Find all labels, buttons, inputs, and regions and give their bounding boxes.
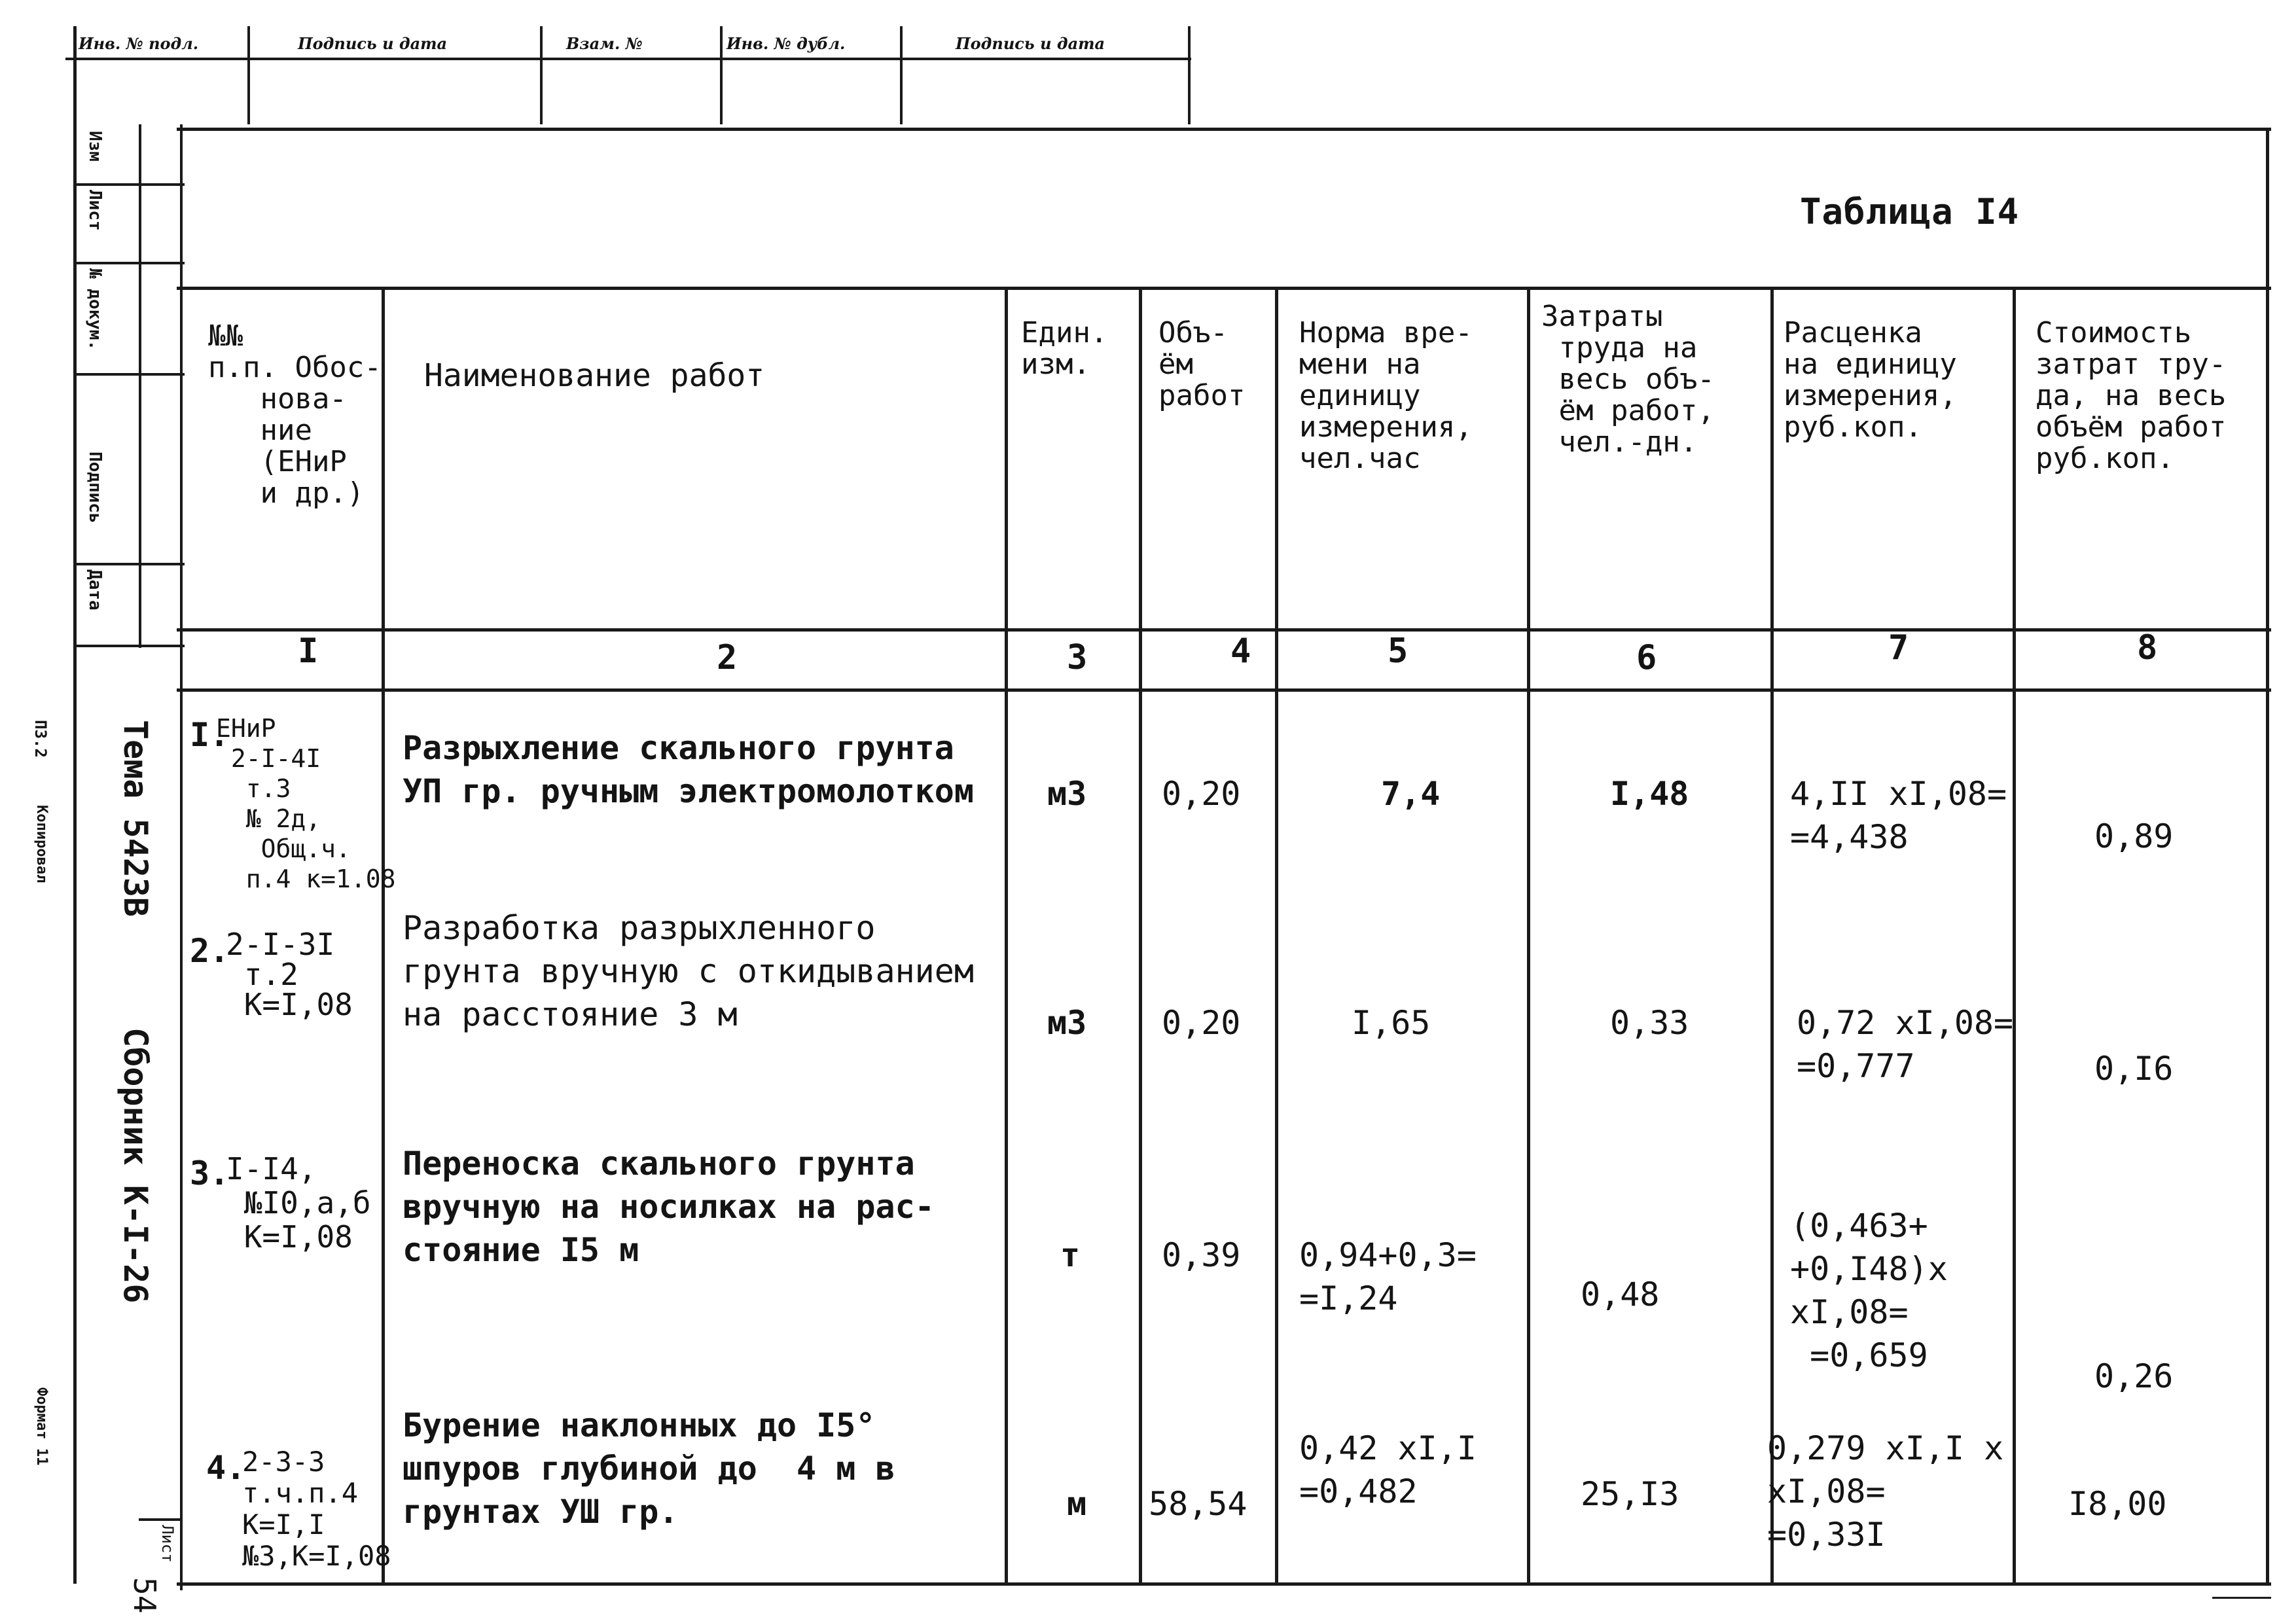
column-number-8: 8 xyxy=(2137,628,2158,668)
row-3-unit: т xyxy=(1060,1236,1081,1274)
collection-label: Сборник К-I-26 xyxy=(117,1027,154,1304)
bottom-edge-mark xyxy=(2212,1597,2271,1599)
margin-label-list: Лист xyxy=(85,190,105,231)
row-4-volume: 58,54 xyxy=(1149,1485,1247,1523)
column-number-4: 4 xyxy=(1230,632,1251,671)
header-labor-costs: Затраты труда на весь объ- ём работ, чел.-дн. xyxy=(1541,300,1715,459)
table-title: Таблица I4 xyxy=(1800,191,2020,232)
row-4-labor: 25,I3 xyxy=(1581,1475,1679,1513)
column-number-6: 6 xyxy=(1636,638,1657,677)
stamp-label-inv-dubl: Инв. № дубл. xyxy=(726,34,846,53)
row-3-labor: 0,48 xyxy=(1581,1275,1660,1313)
header-basis: №№ п.п. Обос- нова- ние (ЕНиР и др.) xyxy=(208,319,382,510)
column-number-7: 7 xyxy=(1888,628,1909,668)
row-3-volume: 0,39 xyxy=(1162,1236,1241,1274)
row-2-basis: 2-I-3I т.2 К=I,08 xyxy=(226,927,353,1022)
row-1-cost: 0,89 xyxy=(2094,817,2174,855)
row-3-basis: I-I4, №I0,а,б К=I,08 xyxy=(226,1151,371,1255)
row-3-number: 3. xyxy=(190,1154,230,1192)
row-1-number: I. xyxy=(190,716,230,754)
column-number-5: 5 xyxy=(1388,632,1408,671)
row-4-work-name: Бурение наклонных до I5° шпуров глубиной до 4 м в грунтах УШ гр. xyxy=(403,1406,895,1531)
column-number-3: 3 xyxy=(1067,638,1088,677)
row-3-norm: 0,94+0,3= =I,24 xyxy=(1299,1236,1477,1317)
row-4-norm: 0,42 xI,I =0,482 xyxy=(1299,1429,1477,1510)
code-p32: П3.2 xyxy=(31,720,50,758)
header-unit-rate: Расценка на единицу измерения, руб.коп. xyxy=(1784,316,1957,444)
header-work-name: Наименование работ xyxy=(424,357,765,394)
stamp-label-signature-date: Подпись и дата xyxy=(298,34,448,53)
code-format: Формат 11 xyxy=(33,1387,50,1466)
row-4-rate: 0,279 xI,I x xI,08= =0,33I xyxy=(1767,1429,2004,1554)
row-1-basis: ЕНиР 2-I-4I т.3 № 2д, Общ.ч. п.4 к=1.08 xyxy=(216,714,396,893)
header-unit: Един. изм. xyxy=(1021,316,1108,381)
code-kopiroval: Копировал xyxy=(33,805,50,883)
row-2-norm: I,65 xyxy=(1352,1004,1431,1042)
sheet-number: 54 xyxy=(127,1577,162,1614)
row-1-unit: м3 xyxy=(1047,775,1087,813)
margin-label-doc-number: № докум. xyxy=(85,268,105,351)
row-4-number: 4. xyxy=(206,1449,246,1487)
row-2-work-name: Разработка разрыхленного грунта вручную с откидыванием на расстояние 3 м xyxy=(403,909,974,1033)
header-volume: Объ- ём работ xyxy=(1158,316,1246,412)
topic-label: Тема 5423В xyxy=(117,720,154,918)
row-4-unit: м xyxy=(1067,1485,1087,1523)
row-3-cost: 0,26 xyxy=(2094,1357,2174,1395)
row-2-rate: 0,72 xI,08= =0,777 xyxy=(1797,1004,2014,1085)
row-4-basis: 2-3-3 т.ч.п.4 К=I,I №3,К=I,08 xyxy=(242,1446,391,1572)
row-3-rate: (0,463+ +0,I48)x xI,08= =0,659 xyxy=(1790,1207,1948,1374)
margin-label-signature: Подпись xyxy=(85,452,105,524)
column-number-2: 2 xyxy=(717,638,738,677)
row-2-unit: м3 xyxy=(1047,1004,1087,1042)
stamp-label-inv-podl: Инв. № подл. xyxy=(79,34,199,53)
row-1-work-name: Разрыхление скального грунта УП гр. ручным электромолотком xyxy=(403,729,974,810)
row-4-cost: I8,00 xyxy=(2068,1485,2167,1523)
row-2-volume: 0,20 xyxy=(1162,1004,1241,1042)
row-3-work-name: Переноска скального грунта вручную на носилках на рас- стояние I5 м xyxy=(403,1145,935,1269)
sheet-label: Лист xyxy=(158,1525,177,1563)
stamp-label-vzam: Взам. № xyxy=(566,34,643,53)
row-2-number: 2. xyxy=(190,932,230,970)
row-1-labor: I,48 xyxy=(1610,775,1689,813)
row-1-rate: 4,II xI,08= =4,438 xyxy=(1790,775,2007,856)
row-1-norm: 7,4 xyxy=(1381,775,1441,813)
header-time-norm: Норма вре- мени на единицу измерения, чел.час xyxy=(1299,316,1473,475)
margin-label-izm: Изм xyxy=(85,131,105,162)
stamp-label-signature-date-2: Подпись и дата xyxy=(956,34,1105,53)
row-2-labor: 0,33 xyxy=(1610,1004,1689,1042)
column-number-1: I xyxy=(298,632,319,671)
header-total-cost: Стоимость затрат тру- да, на весь объём работ руб.коп. xyxy=(2036,316,2227,475)
row-1-volume: 0,20 xyxy=(1162,775,1241,813)
margin-label-date: Дата xyxy=(85,569,105,611)
row-2-cost: 0,I6 xyxy=(2094,1050,2174,1088)
